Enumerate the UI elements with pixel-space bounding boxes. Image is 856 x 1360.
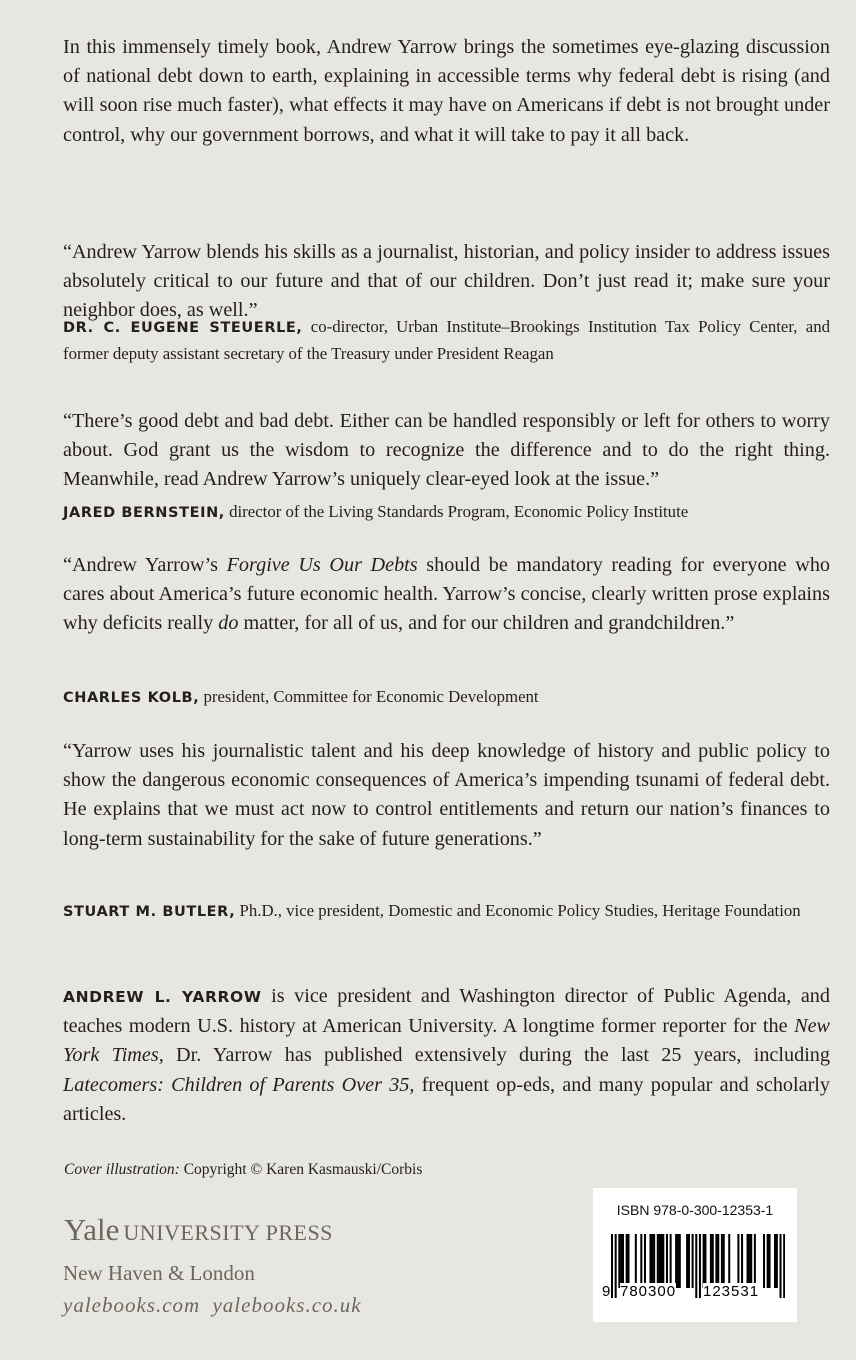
barcode-bar [662,1234,664,1288]
quote-text: matter, for all of us, and for our children and grandchildren.” [238,612,735,635]
barcode-bar [703,1234,705,1288]
barcode-bar [675,1234,677,1288]
cover-credit [64,1161,422,1179]
quote-4: “Yarrow uses his journalistic talent and his deep knowledge of history and public policy to show the dangerous economic consequences of America’s impending tsunami of federal debt. He explains that we must act now to control entitlements and return our nation’s finances to long-term sustainability for the sake of future generations.” [63,740,830,850]
barcode-bar [657,1234,659,1288]
barcode-bar [721,1234,723,1288]
barcode-bar [741,1234,743,1288]
credit-label: Cover illustration: [64,1161,180,1178]
attribution-name: STUART M. BUTLER, [63,904,236,920]
author-name: ANDREW L. YARROW [63,988,262,1006]
quote-text: “Andrew Yarrow’s [63,554,227,576]
publisher-yale: Yale [64,1212,120,1247]
barcode-bar [728,1234,730,1288]
quote-text: should be mandatory reading for everyone who cares about America’s future economic health. Yarrow’s concise, clearly written prose explains why deficits really [63,554,831,635]
barcode-bar [626,1234,628,1288]
barcode-digit-first: 9 [602,1283,612,1300]
barcode-bar [737,1234,739,1288]
barcode-bar [644,1234,646,1288]
isbn-text: ISBN 978-0-300-12353-1 [616,1202,774,1218]
publisher-websites [63,1293,362,1318]
bio-text: Dr. Yarrow has published extensively during the last 25 years, including [163,1044,830,1067]
barcode-bar [750,1234,752,1288]
barcode-bar [653,1234,655,1288]
barcode-bar [774,1234,776,1288]
barcode-bar [635,1234,637,1288]
barcode-bar [783,1234,785,1298]
barcode-bar [679,1234,681,1288]
barcode-bar [627,1234,629,1288]
barcode-bar [695,1234,697,1298]
barcode-bar [715,1234,717,1288]
barcode-bar [670,1234,672,1288]
barcode-bar [747,1234,749,1288]
barcode-bar [677,1234,679,1288]
barcode-bar [763,1234,765,1288]
barcode-box [593,1188,797,1322]
barcode-bar [699,1234,701,1298]
book-title: Latecomers: Children of Parents Over 35, [63,1073,415,1096]
intro-paragraph: In this immensely timely book, Andrew Yarrow brings the sometimes eye-glazing discussion of national debt down to earth, explaining in accessible terms why federal debt is rising (and will soon rise much faster), what effects it may have on Americans if debt is not brought under control, why our government borrows, and what it will take to pay it all back. [63,36,830,146]
barcode-bar [618,1234,620,1288]
barcode-bar [776,1234,778,1288]
newspaper-title: New York Times, [63,1015,830,1067]
attribution-role: co-director, Urban Institute–Brookings Institution Tax Policy Center, and former deputy assistant secretary of the Treasury under President Reagan [63,317,830,363]
attribution-3 [63,684,830,711]
barcode-bar [754,1234,756,1288]
barcode-bar [651,1234,653,1288]
barcode-bar [769,1234,771,1288]
barcode-bar [688,1234,690,1288]
barcode-bar [620,1234,622,1288]
publisher-logo [64,1212,333,1248]
barcode-bar [640,1234,642,1288]
book-title: Forgive Us Our Debts [226,554,418,576]
publisher-city: New Haven & London [63,1261,255,1285]
attribution-role: director of the Living Standards Program, Economic Policy Institute [224,502,689,521]
attribution-name: JARED BERNSTEIN, [63,505,225,521]
website-uk[interactable]: yalebooks.co.uk [212,1293,362,1317]
barcode-bar [723,1234,725,1288]
emphasis: do [218,612,239,635]
barcode-bar [660,1234,662,1288]
quote-2: “There’s good debt and bad debt. Either can be handled responsibly or left for others to worry about. God grant us the wisdom to recognize the difference and to do the right thing. Meanwhile, read Andrew Yarrow’s uniquely clear-eyed look at the issue.” [63,410,830,491]
barcode-bar [622,1234,624,1288]
quote-1: “Andrew Yarrow blends his skills as a journalist, historian, and policy insider to address issues absolutely critical to our future and that of our children. Don’t just read it; make sure your neighbor does, as well.” [63,241,830,322]
barcode-bar [767,1234,769,1288]
attribution-name: DR. C. EUGENE STEUERLE, [63,320,303,336]
attribution-4 [63,898,830,925]
website-us[interactable]: yalebooks.com [63,1293,201,1317]
barcode-bar [692,1234,694,1288]
bio-text: is vice president and Washington director of Public Agenda, and teaches modern U.S. history at American University. A longtime former reporter for the [63,985,830,1038]
barcode-bar [649,1234,651,1288]
barcode-bar [704,1234,706,1288]
barcode-bar [748,1234,750,1288]
barcode-bar [686,1234,688,1288]
attribution-2 [63,499,830,526]
credit-text: Copyright © Karen Kasmauski/Corbis [179,1161,423,1178]
quote-3 [63,551,830,639]
barcode-bar [615,1234,617,1298]
barcode-bar [666,1234,668,1288]
attribution-role: president, Committee for Economic Development [199,687,539,706]
attribution-role: Ph.D., vice president, Domestic and Economic Policy Studies, Heritage Foundation [235,901,801,920]
attribution-1 [63,314,830,366]
bio-text: frequent op-eds, and many popular and scholarly articles. [63,1073,830,1125]
author-bio [63,982,830,1129]
barcode-digits-right: 123531 [703,1283,760,1300]
barcode-bar [717,1234,719,1288]
barcode-bar [710,1234,712,1288]
attribution-name: CHARLES KOLB, [63,690,200,706]
barcode-bar [780,1234,782,1298]
barcode-digits-left: 780300 [620,1283,677,1300]
publisher-press: UNIVERSITY PRESS [123,1220,333,1245]
barcode-bar [659,1234,661,1288]
barcode-bar [712,1234,714,1288]
